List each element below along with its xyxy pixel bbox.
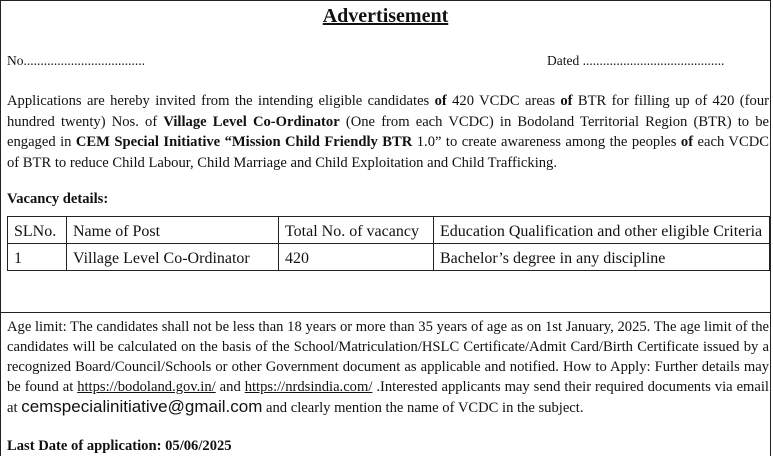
section-divider [1, 312, 770, 313]
vacancy-table [7, 216, 770, 271]
table-header-cell: Name of Post [67, 217, 279, 244]
reference-number-field: No.................................... [7, 53, 145, 68]
eligibility-block [7, 317, 769, 418]
table-header-cell: SLNo. [8, 217, 67, 244]
table-cell: 420 [279, 244, 434, 271]
intro-bold: of [680, 134, 694, 150]
table-header-cell: Total No. of vacancy [279, 217, 434, 244]
how-to-apply-text: .Interested applicants may send their required documents via email at [7, 379, 769, 416]
intro-text: 420 VCDC areas [446, 93, 561, 109]
table-cell: Village Level Co-Ordinator [67, 244, 279, 271]
nrdsindia-link[interactable]: https://nrdsindia.com/ [244, 379, 373, 395]
how-to-apply-text: and [215, 379, 245, 395]
how-to-apply-text: How to Apply: Further details may be found at [7, 359, 769, 395]
intro-text: BTR for filling up of 420 (four hundred twenty) Nos. of [7, 93, 769, 130]
table-header-row [8, 217, 770, 244]
intro-bold: of [560, 93, 573, 109]
vacancy-details-heading: Vacancy details: [7, 191, 109, 207]
age-limit-text: Age limit: The candidates shall not be less than 18 years or more than 35 years of age as on 1st January, 2025. The age limit of the candidates will be calculated on the basis of the School/Matriculation/HSLC Certificate/Admit Card/Birth Certificate issued by a recognized Board/Council/Schools or other Government document as applicable and notified. [7, 319, 769, 375]
table-cell: 1 [8, 244, 67, 271]
bodoland-link[interactable]: https://bodoland.gov.in/ [77, 379, 216, 395]
table-header-cell: Education Qualification and other eligible Criteria [434, 217, 770, 244]
intro-text: (One from each VCDC) in Bodoland Territorial Region (BTR) to be engaged in [7, 113, 770, 150]
post-name-bold: Village Level Co-Ordinator [163, 113, 340, 130]
intro-text: Applications are hereby invited from the intending eligible candidates [7, 93, 435, 109]
intro-bold: of [434, 93, 447, 109]
table-cell: Bachelor’s degree in any discipline [434, 244, 770, 271]
how-to-apply-text: and clearly mention the name of VCDC in the subject. [262, 400, 584, 416]
initiative-name-bold: CEM Special Initiative “Mission Child Friendly BTR [75, 134, 413, 150]
intro-paragraph [7, 91, 769, 173]
intro-text: each VCDC of BTR to reduce Child Labour, Child Marriage and Child Exploitation and Child Trafficking. [7, 134, 769, 171]
last-date-text: Last Date of application: 05/06/2025 [7, 438, 232, 454]
page-title: Advertisement [322, 5, 449, 27]
email-address[interactable]: cemspecialinitiative@gmail.com [21, 397, 263, 416]
table-row [8, 244, 770, 271]
intro-text: 1.0” to create awareness among the peoples [412, 134, 681, 150]
dated-field: Dated .......................................... [547, 53, 725, 68]
